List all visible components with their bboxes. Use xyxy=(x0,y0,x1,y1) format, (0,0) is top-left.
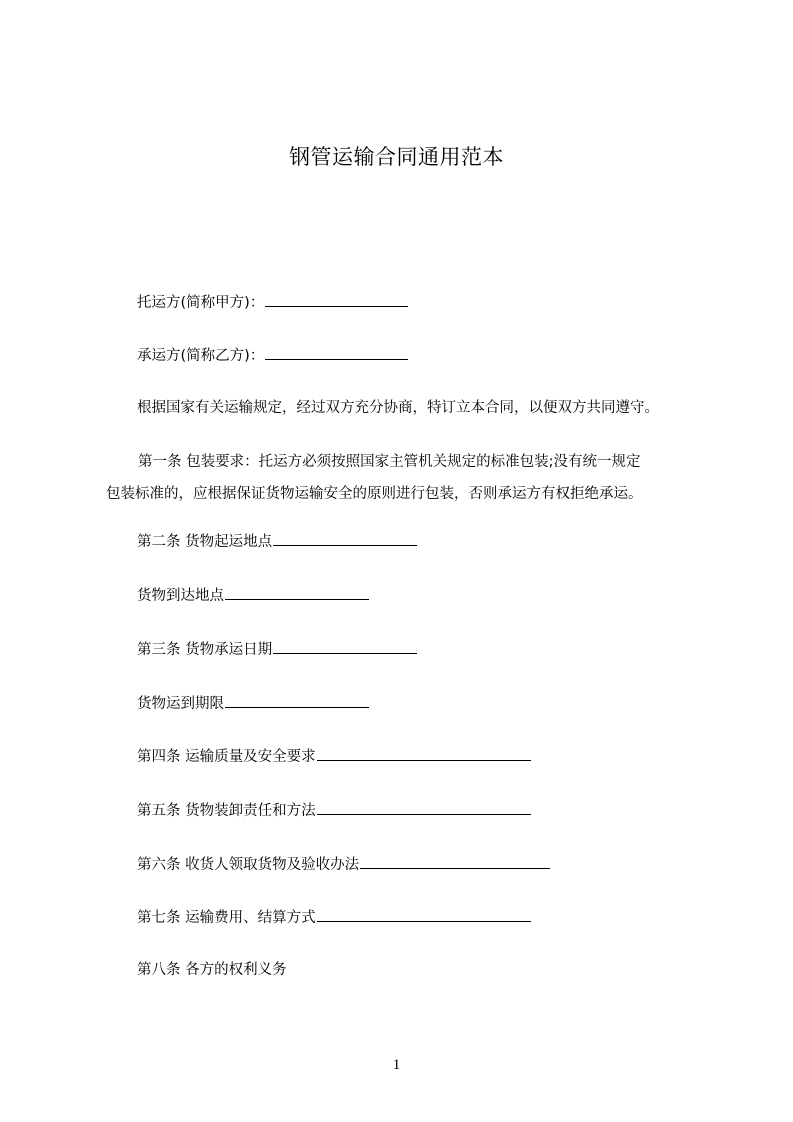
preamble-line xyxy=(137,398,659,418)
carrier-line xyxy=(137,344,408,366)
document-title: 钢管运输合同通用范本 xyxy=(289,145,504,169)
shipper-line xyxy=(137,291,408,313)
shipper-label: 托运方(简称甲方)： xyxy=(137,295,265,311)
article6-line xyxy=(137,853,550,875)
article2-line xyxy=(137,530,417,552)
article1-line2: 包装标准的，应根据保证货物运输安全的原则进行包装，否则承运方有权拒绝承运。 xyxy=(106,486,643,502)
destination-line xyxy=(137,584,369,606)
article7-blank xyxy=(317,906,531,922)
article5-blank xyxy=(317,799,531,815)
arrival-deadline-label: 货物运到期限 xyxy=(137,696,224,712)
article4-line xyxy=(137,745,531,767)
article3-line xyxy=(137,638,417,660)
article2-label: 第二条 货物起运地点 xyxy=(137,534,273,550)
article8-line xyxy=(137,960,287,980)
article7-label: 第七条 运输费用、结算方式 xyxy=(137,910,316,926)
article3-label: 第三条 货物承运日期 xyxy=(137,642,273,658)
article4-label: 第四条 运输质量及安全要求 xyxy=(137,749,316,765)
article6-blank xyxy=(360,853,550,869)
article7-line xyxy=(137,906,531,928)
arrival-deadline-line xyxy=(137,692,369,714)
article2-blank xyxy=(273,530,417,546)
destination-blank xyxy=(225,584,369,600)
article3-blank xyxy=(273,638,417,654)
destination-label: 货物到达地点 xyxy=(137,588,224,604)
article8-label: 第八条 各方的权利义务 xyxy=(137,962,287,978)
article1-paragraph xyxy=(106,446,706,510)
article5-label: 第五条 货物装卸责任和方法 xyxy=(137,803,316,819)
arrival-deadline-blank xyxy=(225,692,369,708)
article5-line xyxy=(137,799,531,821)
article4-blank xyxy=(317,745,531,761)
carrier-label: 承运方(简称乙方)： xyxy=(137,348,265,364)
preamble-text: 根据国家有关运输规定，经过双方充分协商，特订立本合同，以便双方共同遵守。 xyxy=(137,400,659,416)
article1-line1: 第一条 包装要求：托运方必须按照国家主管机关规定的标准包装;没有统一规定 xyxy=(138,454,641,470)
page-number: 1 xyxy=(392,1057,401,1073)
shipper-blank xyxy=(265,291,408,307)
carrier-blank xyxy=(265,344,408,360)
article6-label: 第六条 收货人领取货物及验收办法 xyxy=(137,857,360,873)
